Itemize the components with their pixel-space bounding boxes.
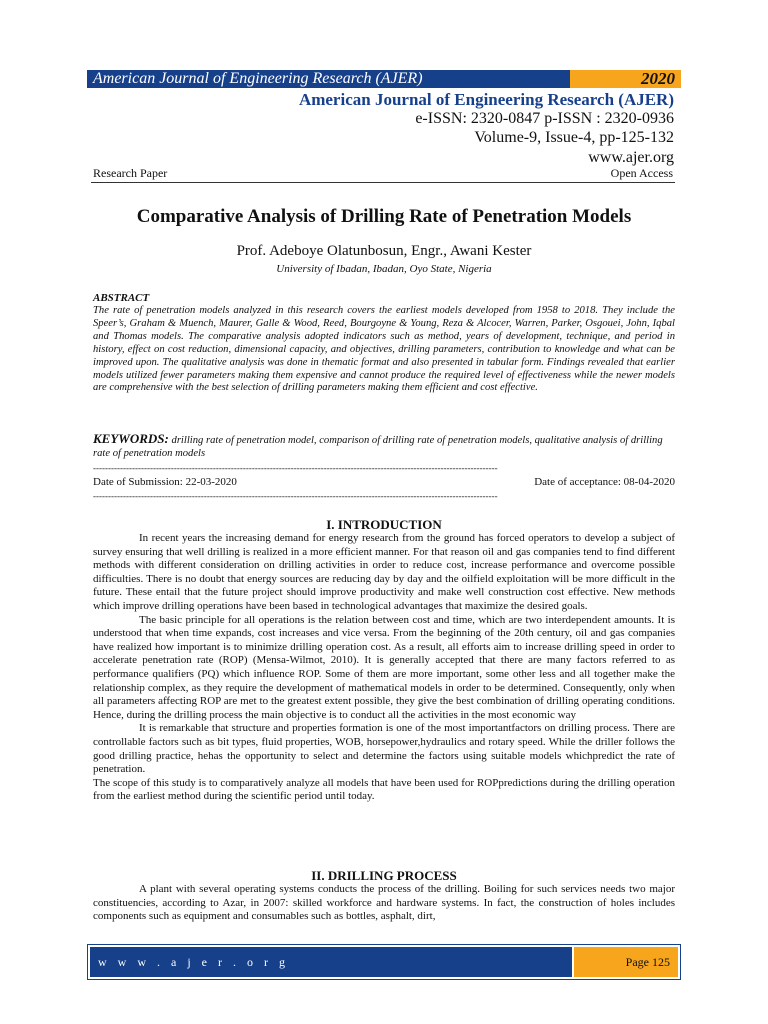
intro-paragraph: It is remarkable that structure and properties formation is one of the most importantfactors on drilling process. There are controllable factors such as bit types, fluid properties, WOB, horsepower,hydraulics and rotary speed. While the driller follows the good drilling practice, hehas the opportunity to select and determine the factors using suitable models whichpredict the rate of penetration. bbox=[93, 722, 675, 776]
journal-volume: Volume-9, Issue-4, pp-125-132 bbox=[474, 129, 674, 146]
footer-website[interactable]: w w w . a j e r . o r g bbox=[90, 947, 572, 977]
acceptance-date: Date of acceptance: 08-04-2020 bbox=[534, 476, 675, 488]
section-heading-drilling-process: II. DRILLING PROCESS bbox=[311, 868, 457, 883]
journal-name: American Journal of Engineering Research (AJER) bbox=[298, 90, 674, 109]
paper-type-row bbox=[91, 166, 675, 183]
footer-page-number: Page 125 bbox=[574, 947, 678, 977]
header-year: 2020 bbox=[570, 70, 681, 88]
introduction-body bbox=[93, 532, 675, 804]
divider-top: --------------------------------------------------------------------------------------------------------------------------------------- bbox=[93, 463, 498, 473]
paper-type: Research Paper bbox=[93, 166, 168, 180]
journal-issn: e-ISSN: 2320-0847 p-ISSN : 2320-0936 bbox=[415, 110, 674, 127]
keywords-label: KEYWORDS: bbox=[93, 431, 169, 446]
page-footer bbox=[87, 944, 681, 980]
abstract-text: The rate of penetration models analyzed in this research covers the earliest models developed from 1958 to 2018. They include the Speer’s, Graham & Muench, Maurer, Galle & Wood, Reed, Bourgoyne & Young, Reza & Alcocer, Warren, Parker, Osgouei, John, Iqbal and Thomas models. The comparative analysis adopted indicators such as method, years of development, technique, and period in history, effect on cost reduction, dimensional capacity, and objectives, drilling parameters, contribution to knowledge and what can be improved upon. The qualitative analysis was done in thematic format and also presented in tabular form. Findings revealed that earlier models utilized fewer parameters making them expensive and cannot produce the required level of effectiveness while the newer models are comprehensive with the best selection of drilling parameters making them efficient and cost effective. bbox=[93, 305, 675, 394]
abstract-heading: ABSTRACT bbox=[93, 292, 150, 304]
intro-paragraph: The basic principle for all operations is the relation between cost and time, which are two interdependent amounts. It is understood that when time expands, cost increases and vice versa. From the beginning of the 20th century, oil and gas companies have realized how important is to minimize drilling operation cost. As a result, all efforts aim to increase drilling speed in order to accelerate penetration rate (ROP) (Mensa-Wilmot, 2010). It is generally accepted that there are many factors referred to as performance qualifiers (PQ) which influence ROP. Some of them are more important, some other less and all together make the relationship complex, as they require the development of mathematical models in order to be determined. Consequently, only when all parameters affecting ROP are met to the greatest extent possible, they give the best combination of drilling operating conditions. Hence, during the drilling process the main objective is to conduct all the activities in the most economic way bbox=[93, 613, 675, 721]
journal-website-link[interactable]: www.ajer.org bbox=[588, 149, 674, 166]
journal-header-band bbox=[87, 70, 681, 88]
dates-row bbox=[93, 476, 675, 488]
drilling-process-body bbox=[93, 883, 675, 924]
drilling-paragraph: A plant with several operating systems conducts the process of the drilling. Boiling for such services needs two major constituencies, according to Azar, in 2007: skilled workforce and hardware systems. In fact, the construction of holes includes components such as equipment and consumables such as bottles, asphalt, dirt, bbox=[93, 883, 675, 923]
article-affiliation: University of Ibadan, Ibadan, Oyo State, Nigeria bbox=[276, 263, 492, 275]
header-journal-title: American Journal of Engineering Research (AJER) bbox=[87, 70, 570, 88]
intro-paragraph: The scope of this study is to comparatively analyze all models that have been used for ROPpredictions during the drilling operation from the earliest method during the scientific period until today. bbox=[93, 776, 675, 803]
article-authors: Prof. Adeboye Olatunbosun, Engr., Awani Kester bbox=[236, 243, 532, 259]
article-title: Comparative Analysis of Drilling Rate of Penetration Models bbox=[136, 206, 632, 227]
access-type: Open Access bbox=[610, 166, 673, 180]
section-heading-introduction: I. INTRODUCTION bbox=[326, 517, 442, 532]
keywords bbox=[93, 432, 675, 460]
submission-date: Date of Submission: 22-03-2020 bbox=[93, 476, 237, 488]
divider-bottom: --------------------------------------------------------------------------------------------------------------------------------------- bbox=[93, 491, 498, 501]
intro-paragraph: In recent years the increasing demand for energy research from the ground has forced operators to develop a subject of survey ensuring that well drilling is realized in a more efficient manner. For that reason oil and gas companies tend to find different methods with different consideration on drilling activities in order to reduce cost, increase performance and overcome possible difficulties. There is no doubt that energy sources are reducing day by day and the oilfield exploitation will be more difficult in the future. These entail that the future project should improve productivity and make well construction cost effective. New methods which improve drilling operations have been based in technological advantages that maximize the desired goals. bbox=[93, 532, 675, 612]
keywords-text: drilling rate of penetration model, comparison of drilling rate of penetration models, qualitative analysis of drilling rate of penetration models bbox=[93, 435, 663, 459]
